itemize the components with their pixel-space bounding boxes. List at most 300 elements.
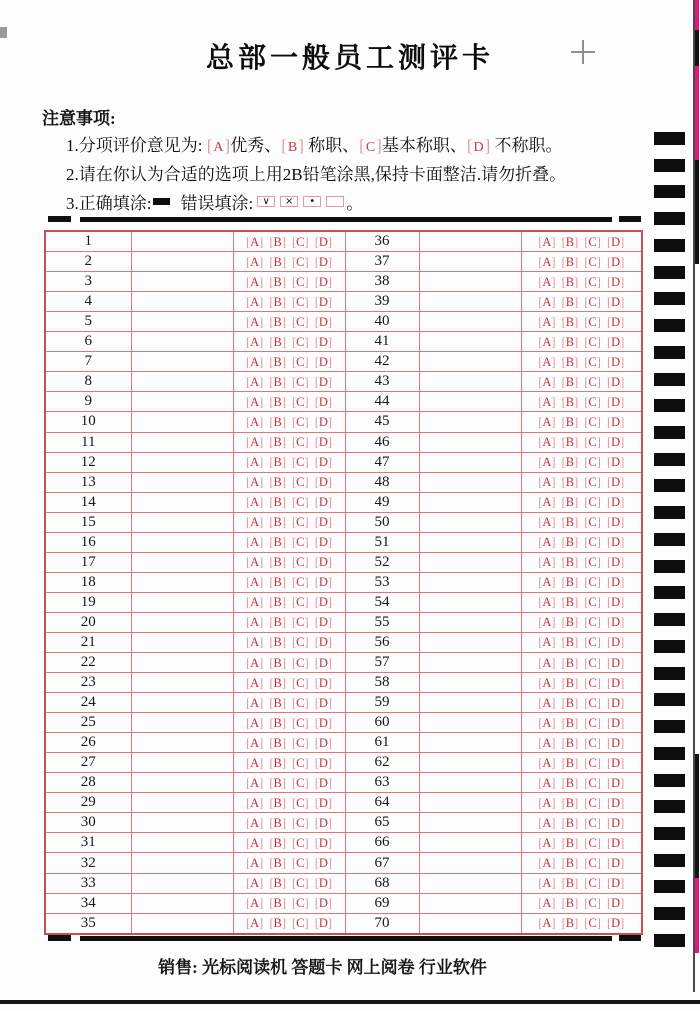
bubble-a[interactable]: [A] (245, 414, 264, 429)
bubble-c[interactable]: [C] (584, 675, 601, 690)
bubble-a[interactable]: [A] (538, 695, 556, 710)
bubble-c[interactable]: [C] (292, 735, 309, 750)
bubble-c[interactable]: [C] (292, 535, 309, 550)
bubble-a[interactable]: [A] (245, 775, 264, 790)
option-group (521, 292, 642, 312)
bubble-a[interactable]: [A] (245, 495, 264, 510)
bubble-a[interactable]: [A] (538, 675, 556, 690)
bubble-a[interactable]: [A] (538, 896, 556, 911)
bubble-b[interactable]: [B] (269, 815, 286, 830)
bubble-c[interactable]: [C] (292, 795, 309, 810)
bubble-b[interactable]: [B] (269, 755, 286, 770)
bubble-c[interactable]: [C] (292, 475, 309, 490)
bubble-c[interactable]: [C] (584, 755, 601, 770)
bubble-a[interactable]: [A] (538, 856, 556, 870)
bubble-d[interactable]: [D] (314, 675, 333, 690)
bubble-d[interactable]: [D] (314, 635, 333, 650)
bubble-b[interactable]: [B] (269, 735, 286, 750)
bubble-b[interactable]: [B] (269, 555, 286, 570)
bubble-d[interactable]: [D] (314, 354, 333, 369)
bubble-c[interactable]: [C] (292, 455, 309, 470)
bubble-d[interactable]: [D] (606, 655, 625, 670)
bubble-d[interactable]: [D] (314, 795, 333, 810)
bubble-a[interactable]: [A] (538, 314, 556, 329)
bubble-a[interactable]: [A] (538, 835, 556, 850)
bubble-c[interactable]: [C] (584, 775, 601, 790)
bubble-a[interactable]: [A] (245, 555, 264, 570)
bubble-b[interactable]: [B] (269, 715, 286, 730)
bubble-c[interactable]: [C] (584, 635, 601, 650)
bubble-b[interactable]: [B] (561, 314, 579, 329)
bubble-a[interactable]: [A] (245, 735, 264, 750)
bubble-b[interactable]: [B] (561, 234, 579, 249)
bubble-b[interactable]: [B] (561, 695, 579, 710)
bubble-a[interactable]: [A] (245, 455, 264, 470)
bubble-a[interactable]: [A] (538, 435, 556, 450)
bubble-d[interactable]: [D] (314, 394, 333, 409)
bubble-b[interactable]: [B] (269, 856, 286, 870)
bubble-c[interactable]: [C] (292, 254, 309, 269)
bubble-d[interactable]: [D] (314, 314, 333, 329)
bubble-d[interactable]: [D] (606, 775, 625, 790)
bubble-c[interactable]: [C] (584, 655, 601, 670)
bubble-b[interactable]: [B] (561, 615, 579, 630)
bubble-d[interactable]: [D] (314, 695, 333, 710)
bubble-a[interactable]: [A] (245, 314, 264, 329)
timing-mark (654, 185, 685, 198)
bubble-b[interactable]: [B] (269, 354, 286, 369)
bubble-a[interactable]: [A] (538, 655, 556, 670)
bubble-d[interactable]: [D] (606, 495, 625, 510)
bubble-b[interactable]: [B] (269, 695, 286, 710)
bubble-a[interactable]: [A] (245, 354, 264, 369)
question-number: 22 (45, 653, 131, 673)
bubble-d[interactable]: [D] (606, 535, 625, 550)
bubble-b[interactable]: [B] (561, 876, 579, 891)
bubble-a[interactable]: [A] (245, 394, 264, 409)
bubble-d[interactable]: [D] (314, 755, 333, 770)
bubble-a[interactable]: [A] (538, 795, 556, 810)
bubble-d[interactable]: [D] (606, 876, 625, 891)
bubble-c[interactable]: [C] (292, 916, 309, 931)
bubble-a[interactable]: [A] (245, 635, 264, 650)
bubble-d[interactable]: [D] (314, 374, 333, 389)
bubble-a[interactable]: [A] (538, 354, 556, 369)
bubble-c[interactable]: [C] (584, 795, 601, 810)
bubble-d[interactable]: [D] (606, 595, 625, 610)
bubble-b[interactable]: [B] (561, 856, 579, 870)
bubble-b[interactable]: [B] (269, 835, 286, 850)
bubble-a[interactable]: [A] (245, 294, 264, 309)
bubble-b[interactable]: [B] (269, 775, 286, 790)
bubble-c[interactable]: [C] (292, 394, 309, 409)
bubble-d[interactable]: [D] (314, 835, 333, 850)
bubble-c[interactable]: [C] (584, 916, 601, 931)
bubble-b[interactable]: [B] (269, 475, 286, 490)
bubble-d[interactable]: [D] (314, 294, 333, 309)
bubble-d[interactable]: [D] (606, 835, 625, 850)
bubble-d[interactable]: [D] (314, 234, 333, 249)
bubble-b[interactable]: [B] (561, 896, 579, 911)
bubble-c[interactable]: [C] (292, 815, 309, 830)
answer-row (45, 893, 642, 913)
divider-line-top (80, 217, 612, 222)
bubble-d[interactable]: [D] (606, 314, 625, 329)
bubble-c[interactable]: [C] (292, 755, 309, 770)
bubble-c[interactable]: [C] (292, 775, 309, 790)
bubble-c[interactable]: [C] (292, 234, 309, 249)
bubble-a[interactable]: [A] (538, 294, 556, 309)
bubble-b[interactable]: [B] (269, 675, 286, 690)
bubble-d[interactable]: [D] (606, 695, 625, 710)
bubble-d[interactable]: [D] (606, 755, 625, 770)
bubble-a[interactable]: [A] (245, 595, 264, 610)
bubble-d[interactable]: [D] (314, 615, 333, 630)
bubble-c[interactable]: [C] (292, 515, 309, 530)
bubble-b[interactable]: [B] (269, 635, 286, 650)
bubble-a[interactable]: [A] (245, 435, 264, 450)
bubble-a[interactable]: [A] (245, 274, 264, 289)
bubble-c[interactable]: [C] (584, 515, 601, 530)
bubble-d[interactable]: [D] (606, 515, 625, 530)
bubble-b[interactable]: [B] (269, 294, 286, 309)
bubble-d[interactable]: [D] (314, 876, 333, 891)
bubble-a[interactable]: [A] (538, 635, 556, 650)
bubble-b[interactable]: [B] (269, 535, 286, 550)
bubble-c[interactable]: [C] (584, 334, 601, 349)
bubble-d[interactable]: [D] (314, 535, 333, 550)
bubble-b[interactable]: [B] (561, 354, 579, 369)
bubble-a[interactable]: [A] (538, 274, 556, 289)
bubble-d[interactable]: [D] (606, 856, 625, 870)
bubble-d[interactable]: [D] (314, 414, 333, 429)
bubble-a[interactable]: [A] (245, 535, 264, 550)
bubble-c[interactable]: [C] (292, 495, 309, 510)
bubble-b[interactable]: [B] (269, 916, 286, 931)
bubble-a[interactable]: [A] (245, 254, 264, 269)
question-number: 50 (345, 512, 419, 532)
bubble-c[interactable]: [C] (292, 896, 309, 911)
bubble-a[interactable]: [A] (245, 896, 264, 911)
bubble-d[interactable]: [D] (606, 615, 625, 630)
bubble-b[interactable]: [B] (269, 876, 286, 891)
timing-mark (654, 159, 685, 172)
bubble-c[interactable]: [C] (584, 475, 601, 490)
bubble-d[interactable]: [D] (606, 896, 625, 911)
bubble-d[interactable]: [D] (314, 455, 333, 470)
bubble-d[interactable]: [D] (606, 675, 625, 690)
bubble-d[interactable]: [D] (314, 916, 333, 931)
bubble-c[interactable]: [C] (584, 495, 601, 510)
bubble-d[interactable]: [D] (606, 294, 625, 309)
bubble-a[interactable]: [A] (538, 254, 556, 269)
bubble-d[interactable]: [D] (314, 334, 333, 349)
bubble-b[interactable]: [B] (561, 535, 579, 550)
bubble-c[interactable]: [C] (584, 695, 601, 710)
bubble-c[interactable]: [C] (584, 535, 601, 550)
bubble-a[interactable]: [A] (538, 374, 556, 389)
bubble-d[interactable]: [D] (606, 475, 625, 490)
bubble-d[interactable]: [D] (606, 414, 625, 429)
bubble-a[interactable]: [A] (538, 815, 556, 830)
bubble-b[interactable]: [B] (561, 675, 579, 690)
bubble-d[interactable]: [D] (314, 475, 333, 490)
bubble-d[interactable]: [D] (606, 635, 625, 650)
bubble-b[interactable]: [B] (561, 394, 579, 409)
bubble-b[interactable]: [B] (269, 655, 286, 670)
bubble-b[interactable]: [B] (561, 575, 579, 590)
bubble-c[interactable]: [C] (292, 635, 309, 650)
bubble-a[interactable]: [A] (245, 835, 264, 850)
bubble-c[interactable]: [C] (584, 876, 601, 891)
bubble-b[interactable]: [B] (269, 334, 286, 349)
bubble-c[interactable]: [C] (292, 274, 309, 289)
response-blank-cell (419, 332, 521, 352)
bubble-a[interactable]: [A] (245, 475, 264, 490)
bubble-c[interactable]: [C] (584, 896, 601, 911)
bubble-d[interactable]: [D] (314, 435, 333, 450)
bubble-a[interactable]: [A] (538, 755, 556, 770)
bubble-d[interactable]: [D] (606, 274, 625, 289)
bubble-c[interactable]: [C] (584, 856, 601, 870)
response-blank-cell (131, 252, 233, 272)
bubble-c[interactable]: [C] (584, 254, 601, 269)
bubble-d[interactable]: [D] (314, 655, 333, 670)
bubble-a[interactable]: [A] (245, 695, 264, 710)
question-number: 28 (45, 773, 131, 793)
bubble-b[interactable]: [B] (269, 896, 286, 911)
bubble-c[interactable]: [C] (292, 575, 309, 590)
bubble-a[interactable]: [A] (538, 394, 556, 409)
bubble-c[interactable]: [C] (292, 876, 309, 891)
bubble-d[interactable]: [D] (606, 715, 625, 730)
bubble-b[interactable]: [B] (269, 515, 286, 530)
bubble-b[interactable]: [B] (561, 455, 579, 470)
bubble-c[interactable]: [C] (584, 414, 601, 429)
bubble-a[interactable]: [A] (245, 675, 264, 690)
bubble-b[interactable]: [B] (561, 294, 579, 309)
bubble-d[interactable]: [D] (314, 735, 333, 750)
bubble-a[interactable]: [A] (245, 815, 264, 830)
answer-row (45, 653, 642, 673)
bubble-c[interactable]: [C] (584, 575, 601, 590)
bubble-b[interactable]: [B] (269, 595, 286, 610)
bubble-c[interactable]: [C] (584, 314, 601, 329)
bubble-b[interactable]: [B] (269, 615, 286, 630)
bubble-d[interactable]: [D] (606, 254, 625, 269)
bubble-c[interactable]: [C] (584, 274, 601, 289)
bubble-b[interactable]: [B] (561, 715, 579, 730)
bubble-a[interactable]: [A] (245, 515, 264, 530)
bubble-b[interactable]: [B] (561, 334, 579, 349)
bubble-b[interactable]: [B] (561, 655, 579, 670)
bubble-a[interactable]: [A] (538, 876, 556, 891)
bubble-b[interactable]: [B] (269, 394, 286, 409)
bubble-c[interactable]: [C] (584, 294, 601, 309)
bubble-c[interactable]: [C] (292, 354, 309, 369)
bubble-b[interactable]: [B] (561, 475, 579, 490)
bubble-d[interactable]: [D] (314, 515, 333, 530)
bubble-b[interactable]: [B] (561, 735, 579, 750)
bubble-d[interactable]: [D] (606, 394, 625, 409)
bubble-b[interactable]: [B] (561, 555, 579, 570)
bubble-c[interactable]: [C] (292, 374, 309, 389)
bubble-c[interactable]: [C] (584, 715, 601, 730)
bubble-b[interactable]: [B] (561, 635, 579, 650)
bubble-c[interactable]: [C] (292, 555, 309, 570)
bubble-b[interactable]: [B] (269, 795, 286, 810)
bubble-c[interactable]: [C] (292, 414, 309, 429)
bubble-c[interactable]: [C] (584, 835, 601, 850)
bubble-a[interactable]: [A] (538, 234, 556, 249)
response-blank-cell (131, 412, 233, 432)
bubble-d[interactable]: [D] (314, 856, 333, 870)
bubble-b[interactable]: [B] (269, 495, 286, 510)
bubble-b[interactable]: [B] (269, 435, 286, 450)
bubble-d[interactable]: [D] (606, 815, 625, 830)
bubble-a[interactable]: [A] (245, 715, 264, 730)
bubble-d[interactable]: [D] (314, 555, 333, 570)
bubble-c[interactable]: [C] (584, 455, 601, 470)
bubble-d[interactable]: [D] (314, 575, 333, 590)
bubble-a[interactable]: [A] (245, 615, 264, 630)
bubble-a[interactable]: [A] (245, 655, 264, 670)
bubble-b[interactable]: [B] (561, 795, 579, 810)
bubble-c[interactable]: [C] (584, 615, 601, 630)
bubble-c[interactable]: [C] (292, 675, 309, 690)
bubble-b[interactable]: [B] (561, 916, 579, 931)
bubble-a[interactable]: [A] (538, 595, 556, 610)
bubble-a[interactable]: [A] (245, 334, 264, 349)
bubble-c[interactable]: [C] (292, 835, 309, 850)
bubble-c[interactable]: [C] (292, 856, 309, 870)
bubble-b[interactable]: [B] (561, 374, 579, 389)
question-number: 26 (45, 733, 131, 753)
bubble-a[interactable]: [A] (538, 495, 556, 510)
bubble-b[interactable]: [B] (269, 374, 286, 389)
bubble-d[interactable]: [D] (314, 775, 333, 790)
bubble-b[interactable]: [B] (561, 274, 579, 289)
bubble-b[interactable]: [B] (561, 414, 579, 429)
bubble-b[interactable]: [B] (269, 575, 286, 590)
bubble-d[interactable]: [D] (606, 575, 625, 590)
bubble-b[interactable]: [B] (561, 495, 579, 510)
bubble-b[interactable]: [B] (561, 775, 579, 790)
bubble-c[interactable]: [C] (584, 354, 601, 369)
bubble-a[interactable]: [A] (245, 916, 264, 931)
bubble-c[interactable]: [C] (584, 595, 601, 610)
bubble-d[interactable]: [D] (314, 595, 333, 610)
bubble-a[interactable]: [A] (538, 475, 556, 490)
bubble-b[interactable]: [B] (269, 455, 286, 470)
answer-row (45, 272, 642, 292)
bubble-c[interactable]: [C] (292, 655, 309, 670)
bubble-d[interactable]: [D] (606, 435, 625, 450)
bubble-c[interactable]: [C] (292, 695, 309, 710)
bubble-b[interactable]: [B] (561, 435, 579, 450)
bubble-a[interactable]: [A] (245, 856, 264, 870)
question-number: 40 (345, 312, 419, 332)
bubble-c[interactable]: [C] (292, 615, 309, 630)
bubble-d[interactable]: [D] (314, 274, 333, 289)
bubble-a[interactable]: [A] (245, 374, 264, 389)
bubble-a[interactable]: [A] (538, 414, 556, 429)
bubble-c[interactable]: [C] (584, 735, 601, 750)
bubble-d[interactable]: [D] (606, 455, 625, 470)
bubble-a[interactable]: [A] (538, 555, 556, 570)
bubble-d[interactable]: [D] (314, 815, 333, 830)
bubble-d[interactable]: [D] (606, 374, 625, 389)
bubble-c[interactable]: [C] (292, 595, 309, 610)
bubble-b[interactable]: [B] (561, 515, 579, 530)
bubble-d[interactable]: [D] (314, 896, 333, 911)
bubble-b[interactable]: [B] (561, 254, 579, 269)
option-group (233, 492, 345, 512)
bubble-c[interactable]: [C] (292, 435, 309, 450)
bubble-a[interactable]: [A] (245, 795, 264, 810)
bubble-a[interactable]: [A] (538, 575, 556, 590)
bubble-a[interactable]: [A] (538, 334, 556, 349)
bubble-b[interactable]: [B] (269, 414, 286, 429)
bubble-d[interactable]: [D] (606, 334, 625, 349)
bubble-c[interactable]: [C] (584, 234, 601, 249)
bubble-c[interactable]: [C] (292, 294, 309, 309)
bubble-c[interactable]: [C] (584, 394, 601, 409)
bubble-a[interactable]: [A] (538, 916, 556, 931)
bubble-d[interactable]: [D] (606, 735, 625, 750)
response-blank-cell (131, 492, 233, 512)
bubble-d[interactable]: [D] (606, 795, 625, 810)
bubble-c[interactable]: [C] (292, 715, 309, 730)
bubble-a[interactable]: [A] (538, 735, 556, 750)
bubble-b[interactable]: [B] (269, 314, 286, 329)
bubble-c[interactable]: [C] (584, 555, 601, 570)
bubble-d[interactable]: [D] (606, 916, 625, 931)
bubble-d[interactable]: [D] (606, 555, 625, 570)
bubble-a[interactable]: [A] (538, 455, 556, 470)
bubble-d[interactable]: [D] (314, 495, 333, 510)
bubble-b[interactable]: [B] (269, 274, 286, 289)
bubble-b[interactable]: [B] (561, 815, 579, 830)
bubble-d[interactable]: [D] (314, 254, 333, 269)
bubble-b[interactable]: [B] (269, 234, 286, 249)
bubble-a[interactable]: [A] (245, 575, 264, 590)
bubble-b[interactable]: [B] (561, 755, 579, 770)
bubble-d[interactable]: [D] (606, 354, 625, 369)
bubble-a[interactable]: [A] (538, 535, 556, 550)
bubble-c[interactable]: [C] (584, 435, 601, 450)
bubble-b[interactable]: [B] (269, 254, 286, 269)
bubble-c[interactable]: [C] (292, 314, 309, 329)
bubble-a[interactable]: [A] (538, 515, 556, 530)
bubble-a[interactable]: [A] (538, 715, 556, 730)
bubble-c[interactable]: [C] (584, 374, 601, 389)
bubble-a[interactable]: [A] (245, 876, 264, 891)
question-number: 24 (45, 693, 131, 713)
timing-mark (654, 479, 685, 492)
bubble-d[interactable]: [D] (606, 234, 625, 249)
bubble-a[interactable]: [A] (538, 615, 556, 630)
bubble-a[interactable]: [A] (538, 775, 556, 790)
bubble-b[interactable]: [B] (561, 835, 579, 850)
bubble-c[interactable]: [C] (292, 334, 309, 349)
bubble-c[interactable]: [C] (584, 815, 601, 830)
bubble-d[interactable]: [D] (314, 715, 333, 730)
bubble-a[interactable]: [A] (245, 234, 264, 249)
bubble-a[interactable]: [A] (245, 755, 264, 770)
bubble-b[interactable]: [B] (561, 595, 579, 610)
response-blank-cell (419, 913, 521, 934)
